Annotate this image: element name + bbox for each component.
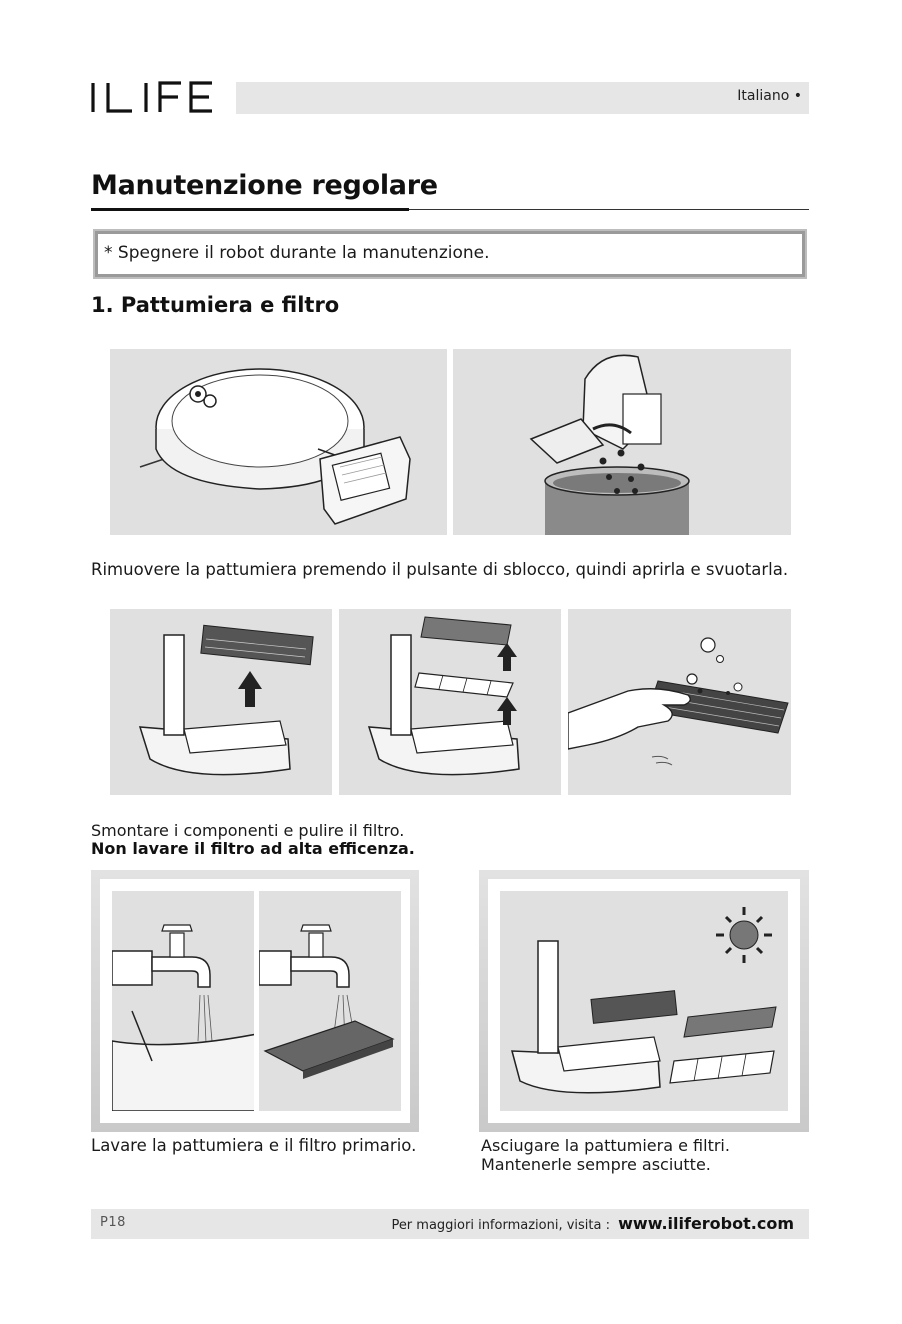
remove-sponge-and-frame-illustration	[339, 609, 561, 795]
ilife-logo	[90, 74, 215, 120]
page-number: P18	[100, 1215, 126, 1230]
title-rule	[409, 209, 809, 210]
empty-bin-illustration	[453, 349, 791, 535]
caption-disassemble-warning: Non lavare il filtro ad alta efficenza.	[91, 839, 415, 858]
dry-illustration-frame	[479, 870, 809, 1132]
caption-dry-line2: Mantenerle sempre asciutte.	[481, 1155, 711, 1174]
footer-info-text: Per maggiori informazioni, visita :	[391, 1218, 610, 1233]
wash-bin-illustration	[112, 891, 254, 1111]
subsection-title: 1. Pattumiera e filtro	[91, 293, 340, 317]
dry-parts-illustration	[500, 891, 788, 1111]
note-text: * Spegnere il robot durante la manutenzione.	[104, 243, 490, 263]
language-label: Italiano •	[737, 88, 802, 104]
robot-remove-bin-illustration	[110, 349, 447, 535]
wash-illustration-frame	[91, 870, 419, 1132]
caption-dry-line1: Asciugare la pattumiera e filtri.	[481, 1136, 730, 1155]
caption-empty-bin: Rimuovere la pattumiera premendo il pulsante di sblocco, quindi aprirla e svuotarla.	[91, 560, 789, 579]
remove-hepa-filter-illustration	[110, 609, 332, 795]
footer-url-link[interactable]: www.iliferobot.com	[618, 1214, 794, 1233]
caption-wash: Lavare la pattumiera e il filtro primario.	[91, 1136, 417, 1155]
section-title: Manutenzione regolare	[91, 170, 438, 201]
footer-info	[391, 1214, 794, 1233]
header-bar	[236, 82, 809, 114]
tap-filter-clean-illustration	[568, 609, 791, 795]
wash-sponge-illustration	[259, 891, 401, 1111]
title-underline	[91, 208, 409, 211]
caption-disassemble: Smontare i componenti e pulire il filtro.	[91, 821, 405, 840]
